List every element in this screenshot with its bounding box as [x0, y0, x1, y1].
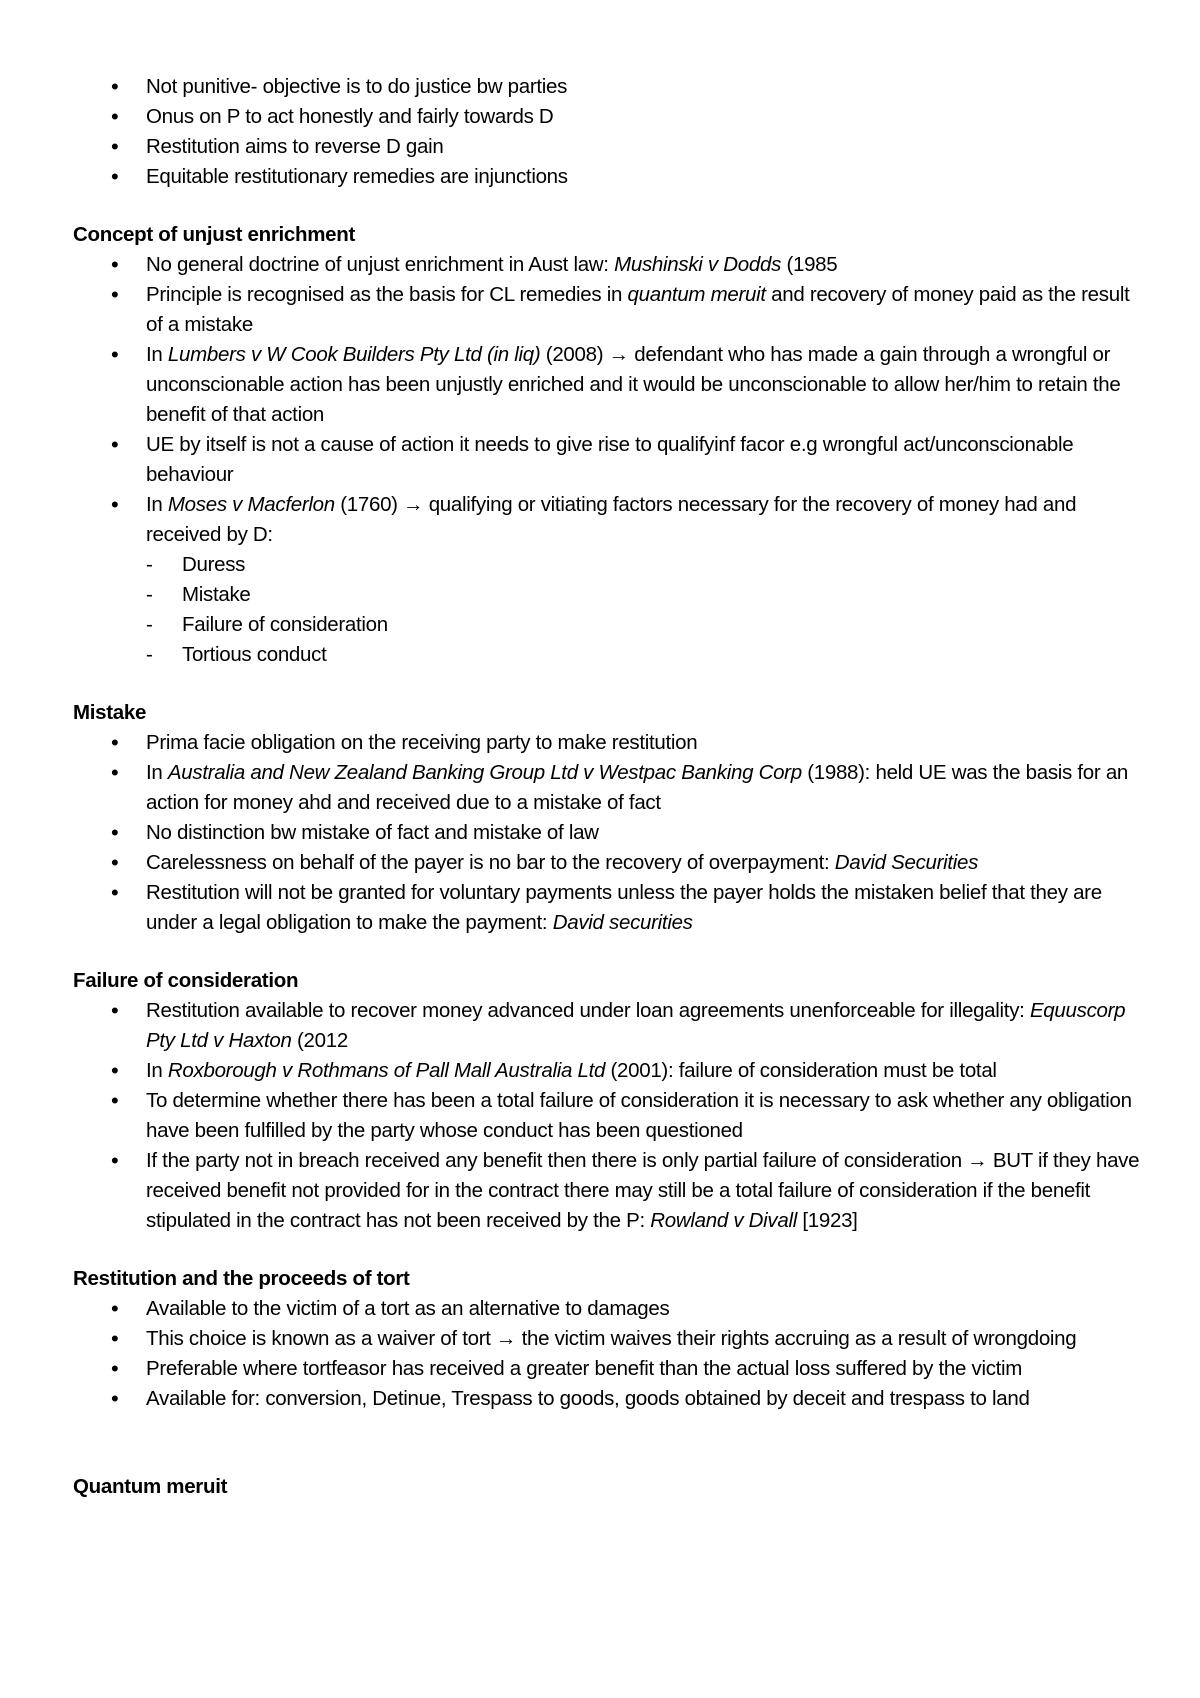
- list-item: [73, 1146, 1140, 1236]
- list-item: [73, 490, 1140, 670]
- list-item: [73, 848, 1140, 878]
- case-name: Rowland v Divall: [650, 1209, 797, 1232]
- case-name: Moses v Macferlon: [167, 493, 335, 516]
- list-item: - Mistake: [146, 580, 1140, 610]
- list-item: • Prima facie obligation on the receiving party to make restitution: [73, 728, 1140, 758]
- section-heading: Concept of unjust enrichment: [73, 223, 356, 246]
- list-item: [73, 280, 1140, 340]
- quantum-meruit-section: [73, 1472, 1140, 1502]
- section-heading: Quantum meruit: [73, 1475, 228, 1498]
- list-item: • Restitution aims to reverse D gain: [73, 132, 1140, 162]
- case-name: Roxborough v Rothmans of Pall Mall Australia Ltd: [167, 1059, 606, 1082]
- tort-list: [73, 1294, 1140, 1414]
- case-name: Australia and New Zealand Banking Group Ltd v Westpac Banking Corp: [167, 761, 802, 784]
- list-item: • This choice is known as a waiver of tort → the victim waives their rights accruing as a result of wrongdoing: [73, 1324, 1140, 1354]
- text: In: [146, 343, 168, 366]
- unjust-enrichment-section: [73, 220, 1140, 670]
- text: In: [146, 1059, 168, 1082]
- text: No general doctrine of unjust enrichment in Aust law:: [146, 253, 615, 276]
- list-item: • Available for: conversion, Detinue, Trespass to goods, goods obtained by deceit and trespass to land: [73, 1384, 1140, 1414]
- section-heading: Mistake: [73, 701, 147, 724]
- list-item: • Equitable restitutionary remedies are injunctions: [73, 162, 1140, 192]
- list-item: • Not punitive- objective is to do justice bw parties: [73, 72, 1140, 102]
- text: (2012: [291, 1029, 348, 1052]
- unjust-enrichment-list: [73, 250, 1140, 670]
- list-item: • Onus on P to act honestly and fairly towards D: [73, 102, 1140, 132]
- text: (1988): held UE was the basis for an action for money ahd and received due to a mistake of fact: [146, 761, 1129, 814]
- text: Restitution available to recover money advanced under loan agreements unenforceable for illegality:: [146, 999, 1030, 1022]
- case-name: David Securities: [834, 851, 979, 874]
- list-item: - Tortious conduct: [146, 640, 1140, 670]
- text: (1985: [781, 253, 838, 276]
- list-item: [73, 1056, 1140, 1086]
- list-item: [73, 996, 1140, 1056]
- list-item: • Available to the victim of a tort as an alternative to damages: [73, 1294, 1140, 1324]
- list-item: - Failure of consideration: [146, 610, 1140, 640]
- section-heading: Restitution and the proceeds of tort: [73, 1267, 410, 1290]
- text: and recovery of money paid as the result of a mistake: [146, 283, 1130, 336]
- list-item: • To determine whether there has been a total failure of consideration it is necessary to ask whether any obligation have been fulfilled by the party whose conduct has been questioned: [73, 1086, 1140, 1146]
- factors-list: [146, 550, 1140, 670]
- text: Principle is recognised as the basis for CL remedies in: [146, 283, 628, 306]
- text: Restitution will not be granted for voluntary payments unless the payer holds the mistaken belief that they are under a legal obligation to make the payment:: [146, 881, 1102, 934]
- text: Carelessness on behalf of the payer is no bar to the recovery of overpayment:: [146, 851, 835, 874]
- list-item: - Duress: [146, 550, 1140, 580]
- text: If the party not in breach received any benefit then there is only partial failure of consideration → BUT if they have received benefit not provided for in the contract there may still be a total failure of consideration if the benefit stipulated in the contract has not been received by the P:: [146, 1149, 1140, 1232]
- text: In: [146, 493, 168, 516]
- list-item: • Preferable where tortfeasor has received a greater benefit than the actual loss suffered by the victim: [73, 1354, 1140, 1384]
- case-name: Lumbers v W Cook Builders Pty Ltd (in liq): [167, 343, 541, 366]
- text: (2001): failure of consideration must be total: [605, 1059, 997, 1082]
- list-item: [73, 878, 1140, 938]
- text: In: [146, 761, 168, 784]
- list-item: [73, 250, 1140, 280]
- text: (2008) → defendant who has made a gain through a wrongful or unconscionable action has been unjustly enriched and it would be unconscionable to allow her/him to retain the benefit of that action: [146, 343, 1121, 426]
- mistake-list: [73, 728, 1140, 938]
- section-heading: Failure of consideration: [73, 969, 299, 992]
- list-item: [73, 340, 1140, 430]
- text: (1760) → qualifying or vitiating factors necessary for the recovery of money had and received by D:: [146, 493, 1077, 546]
- failure-of-consideration-section: [73, 966, 1140, 1236]
- text: [1923]: [796, 1209, 858, 1232]
- failure-list: [73, 996, 1140, 1236]
- mistake-section: [73, 698, 1140, 938]
- intro-list: [73, 72, 1140, 192]
- list-item: [73, 758, 1140, 818]
- case-name: David securities: [552, 911, 693, 934]
- case-name: Equuscorp Pty Ltd v Haxton: [146, 999, 1126, 1052]
- list-item: • UE by itself is not a cause of action it needs to give rise to qualifyinf facor e.g wrongful act/unconscionable behaviour: [73, 430, 1140, 490]
- proceeds-of-tort-section: [73, 1264, 1140, 1414]
- case-name: Mushinski v Dodds: [614, 253, 782, 276]
- list-item: • No distinction bw mistake of fact and mistake of law: [73, 818, 1140, 848]
- case-name: quantum meruit: [627, 283, 766, 306]
